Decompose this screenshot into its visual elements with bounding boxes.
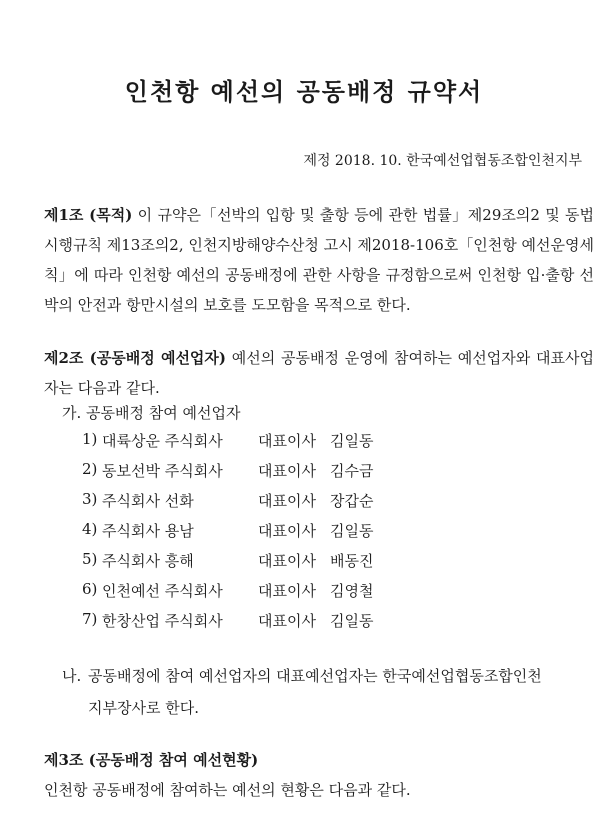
article-1-text: 이 규약은「선박의 입항 및 출항 등에 관한 법률」제29조의2 및 동법 시행규칙 제13조의2, 인천지방해양수산청 고시 제2018-106호「인천항 예선운영세칙」에 따라 인천항 예선의 공동배정에 관한 사항을 규정함으로써 인천항 입·출항 선박의 안전과 항만시설의 보호를 도모함을 목적으로 한다. — [44, 206, 594, 314]
sub-na-label: 나. — [62, 667, 82, 685]
article-3-heading: 제3조 (공동배정 참여 예선현황) — [44, 751, 259, 769]
member-number: 7) — [82, 610, 98, 628]
article-3-text: 인천항 공동배정에 참여하는 예선의 현황은 다음과 같다. — [44, 781, 411, 799]
member-role: 대표이사 — [258, 522, 316, 540]
member-role: 대표이사 — [258, 612, 316, 630]
member-row — [82, 580, 373, 606]
member-representative: 김일동 — [330, 612, 374, 630]
member-row — [82, 610, 373, 636]
member-number: 5) — [82, 550, 98, 568]
member-row — [82, 550, 373, 576]
member-number: 1) — [82, 430, 98, 448]
member-number: 4) — [82, 520, 98, 538]
article-1 — [44, 200, 594, 320]
member-company: 대륙상운 주식회사 — [102, 432, 223, 450]
article-2-sub-na — [62, 660, 594, 724]
article-3 — [44, 745, 594, 805]
enactment-line: 제정 2018. 10. 한국예선업협동조합인천지부 — [303, 153, 582, 169]
member-representative: 배동진 — [330, 552, 374, 570]
member-number: 6) — [82, 580, 98, 598]
article-2-heading: 제2조 (공동배정 예선업자) — [44, 349, 227, 367]
member-company: 주식회사 용남 — [102, 522, 194, 540]
article-2-text: 예선의 공동배정 운영에 참여하는 예선업자와 대표사업자는 다음과 같다. — [44, 349, 594, 397]
member-row — [82, 460, 373, 486]
member-company: 주식회사 흥해 — [102, 552, 194, 570]
member-row — [82, 430, 373, 456]
member-representative: 장갑순 — [330, 492, 374, 510]
article-1-heading: 제1조 (목적) — [44, 206, 133, 224]
member-company: 인천예선 주식회사 — [102, 582, 223, 600]
member-company: 동보선박 주식회사 — [102, 462, 223, 480]
member-role: 대표이사 — [258, 492, 316, 510]
member-representative: 김수금 — [330, 462, 374, 480]
member-representative: 김영철 — [330, 582, 374, 600]
member-role: 대표이사 — [258, 462, 316, 480]
sub-na-text-line1: 공동배정에 참여 예선업자의 대표예선업자는 한국예선업협동조합인천 — [88, 667, 542, 685]
member-row — [82, 520, 373, 546]
member-role: 대표이사 — [258, 582, 316, 600]
member-company: 주식회사 선화 — [102, 492, 194, 510]
member-representative: 김일동 — [330, 432, 374, 450]
article-2-sub-ga: 가. 공동배정 참여 예선업자 — [62, 404, 241, 422]
member-company: 한창산업 주식회사 — [102, 612, 223, 630]
member-number: 3) — [82, 490, 98, 508]
article-2 — [44, 343, 594, 403]
sub-na-text-line2: 지부장사로 한다. — [88, 699, 199, 717]
document-title: 인천항 예선의 공동배정 규약서 — [124, 77, 484, 106]
member-representative: 김일동 — [330, 522, 374, 540]
member-role: 대표이사 — [258, 552, 316, 570]
member-role: 대표이사 — [258, 432, 316, 450]
member-number: 2) — [82, 460, 98, 478]
member-row — [82, 490, 373, 516]
